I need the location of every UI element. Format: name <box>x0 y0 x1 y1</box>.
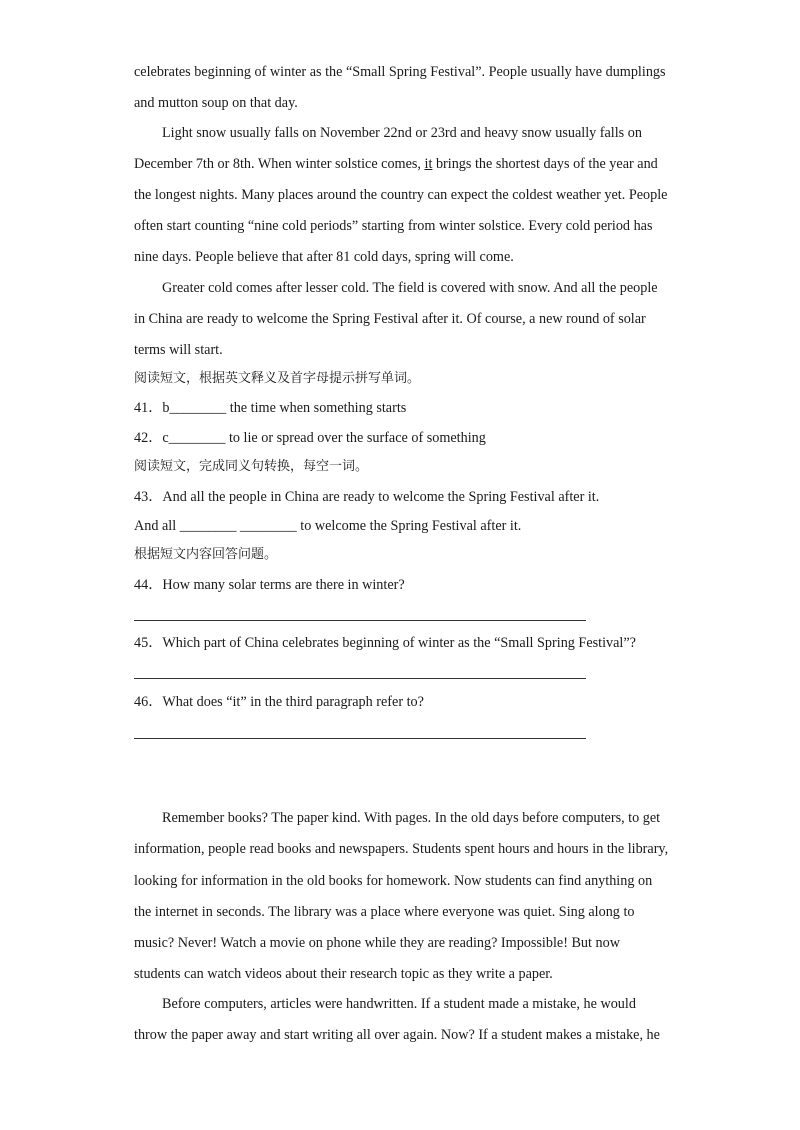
answer-line-44[interactable] <box>134 620 586 621</box>
passage1-p2-line5: nine days. People believe that after 81 cold days, spring will come. <box>134 249 514 265</box>
passage1-p2-line2 <box>134 155 658 173</box>
passage2-p1-line3: looking for information in the old books for homework. Now students can find anything on <box>134 873 653 889</box>
question-45: 45．Which part of China celebrates beginning of winter as the “Small Spring Festival”? <box>134 635 636 651</box>
underlined-word-it: it <box>424 156 433 172</box>
passage1-p3-line3: terms will start. <box>134 342 223 358</box>
passage1-p2-line3: the longest nights. Many places around the country can expect the coldest weather yet. People <box>134 187 668 203</box>
instruction-vocab: 阅读短文，根据英文释义及首字母提示拼写单词。 <box>134 371 421 386</box>
passage2-p2-line1: Before computers, articles were handwritten. If a student made a mistake, he would <box>162 996 636 1012</box>
passage2-p1-line5: music? Never! Watch a movie on phone while they are reading? Impossible! But now <box>134 935 620 951</box>
question-41: 41．b________ the time when something starts <box>134 400 407 416</box>
question-46: 46．What does “it” in the third paragraph refer to? <box>134 694 424 710</box>
passage2-p1-line6: students can watch videos about their research topic as they write a paper. <box>134 966 553 982</box>
question-43: 43．And all the people in China are ready to welcome the Spring Festival after it. <box>134 489 600 505</box>
passage1-p2-line2-end: brings the shortest days of the year and <box>432 156 658 172</box>
passage1-p1-line2: and mutton soup on that day. <box>134 95 298 111</box>
question-42: 42．c________ to lie or spread over the surface of something <box>134 430 486 446</box>
question-44: 44．How many solar terms are there in winter? <box>134 577 405 593</box>
answer-line-46[interactable] <box>134 738 586 739</box>
passage2-p2-line2: throw the paper away and start writing all over again. Now? If a student makes a mistake, he <box>134 1027 660 1043</box>
passage2-p1-line2: information, people read books and newspapers. Students spent hours and hours in the library, <box>134 841 669 857</box>
passage1-p2-line2-start: December 7th or 8th. When winter solstice comes, <box>134 156 425 172</box>
passage1-p2-line4: often start counting “nine cold periods” starting from winter solstice. Every cold period has <box>134 218 653 234</box>
passage1-p3-line2: in China are ready to welcome the Spring Festival after it. Of course, a new round of solar <box>134 311 646 327</box>
instruction-answer: 根据短文内容回答问题。 <box>134 547 278 562</box>
passage2-p1-line4: the internet in seconds. The library was a place where everyone was quiet. Sing along to <box>134 904 635 920</box>
passage1-p2-line1: Light snow usually falls on November 22nd or 23rd and heavy snow usually falls on <box>162 125 642 141</box>
answer-line-45[interactable] <box>134 678 586 679</box>
passage1-p3-line1: Greater cold comes after lesser cold. The field is covered with snow. And all the people <box>162 280 658 296</box>
question-43-blank: And all ________ ________ to welcome the Spring Festival after it. <box>134 518 522 534</box>
passage2-p1-line1: Remember books? The paper kind. With pages. In the old days before computers, to get <box>162 810 661 826</box>
instruction-rewrite: 阅读短文，完成同义句转换，每空一词。 <box>134 459 369 474</box>
passage1-p1-line1: celebrates beginning of winter as the “Small Spring Festival”. People usually have dumplings <box>134 64 666 80</box>
